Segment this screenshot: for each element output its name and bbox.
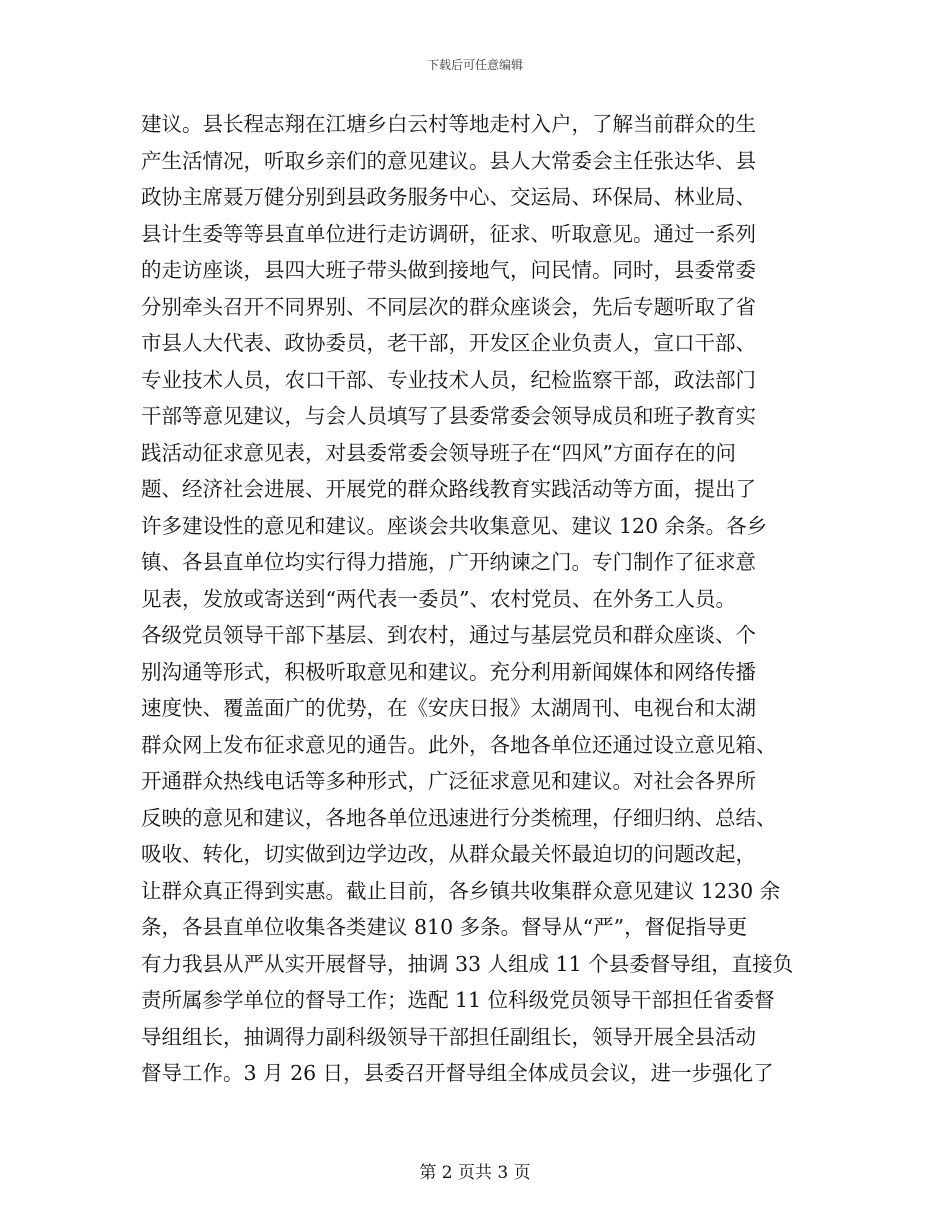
body-line: 县计生委等等县直单位进行走访调研，征求、听取意见。通过一系列 bbox=[141, 221, 756, 246]
body-line: 题、经济社会进展、开展党的群众路线教育实践活动等方面，提出了 bbox=[141, 477, 756, 501]
page-number-footer: 第 2 页共 3 页 bbox=[419, 1163, 531, 1183]
body-line: 有力我县从严从实开展督导，抽调 33 人组成 11 个县委督导组，直接负 bbox=[141, 951, 794, 976]
body-line: 条，各县直单位收集各类建议 810 多条。督导从“严”，督促指导更 bbox=[141, 915, 748, 939]
body-line: 产生活情况，听取乡亲们的意见建议。县人大常委会主任张达华、县 bbox=[141, 148, 756, 173]
body-line: 政协主席聂万健分别到县政务服务中心、交运局、环保局、林业局、 bbox=[141, 185, 756, 209]
body-line: 速度快、覆盖面广的优势，在《安庆日报》太湖周刊、电视台和太湖 bbox=[141, 696, 756, 720]
body-line: 专业技术人员，农口干部、专业技术人员，纪检监察干部，政法部门 bbox=[141, 367, 756, 392]
body-line: 分别牵头召开不同界别、不同层次的群众座谈会，先后专题听取了省 bbox=[141, 294, 756, 319]
body-line: 镇、各县直单位均实行得力措施，广开纳谏之门。专门制作了征求意 bbox=[141, 550, 756, 574]
body-line: 督导工作。3 月 26 日，县委召开督导组全体成员会议，进一步强化了 bbox=[141, 1061, 774, 1085]
body-line: 市县人大代表、政协委员，老干部，开发区企业负责人，宣口干部、 bbox=[141, 331, 756, 355]
body-line: 吸收、转化，切实做到边学边改，从群众最关怀最迫切的问题改起， bbox=[141, 842, 756, 866]
body-line: 导组组长，抽调得力副科级领导干部担任副组长，领导开展全县活动 bbox=[141, 1024, 756, 1049]
body-line: 各级党员领导干部下基层、到农村，通过与基层党员和群众座谈、个 bbox=[141, 623, 756, 647]
body-line: 践活动征求意见表，对县委常委会领导班子在“四风”方面存在的问 bbox=[141, 440, 736, 465]
body-line: 反映的意见和建议，各地各单位迅速进行分类梳理，仔细归纳、总结、 bbox=[141, 805, 777, 830]
body-line: 见表，发放或寄送到“两代表一委员”、农村党员、在外务工人员。 bbox=[141, 586, 736, 611]
body-line: 开通群众热线电话等多种形式，广泛征求意见和建议。对社会各界所 bbox=[141, 769, 756, 793]
body-line: 建议。县长程志翔在江塘乡白云村等地走村入户，了解当前群众的生 bbox=[141, 112, 756, 136]
document-body bbox=[141, 106, 821, 1092]
page-header-note: 下载后可任意编辑 bbox=[426, 58, 523, 72]
body-line: 让群众真正得到实惠。截止目前，各乡镇共收集群众意见建议 1230 余 bbox=[141, 878, 781, 903]
body-line: 的走访座谈，县四大班子带头做到接地气，问民情。同时，县委常委 bbox=[141, 258, 756, 282]
body-line: 群众网上发布征求意见的通告。此外，各地各单位还通过设立意见箱、 bbox=[141, 732, 777, 757]
body-line: 别沟通等形式，积极听取意见和建议。充分利用新闻媒体和网络传播 bbox=[141, 659, 756, 684]
body-line: 许多建设性的意见和建议。座谈会共收集意见、建议 120 余条。各乡 bbox=[141, 513, 768, 538]
body-line: 责所属参学单位的督导工作；选配 11 位科级党员领导干部担任省委督 bbox=[141, 988, 775, 1012]
body-line: 干部等意见建议，与会人员填写了县委常委会领导成员和班子教育实 bbox=[141, 404, 756, 428]
